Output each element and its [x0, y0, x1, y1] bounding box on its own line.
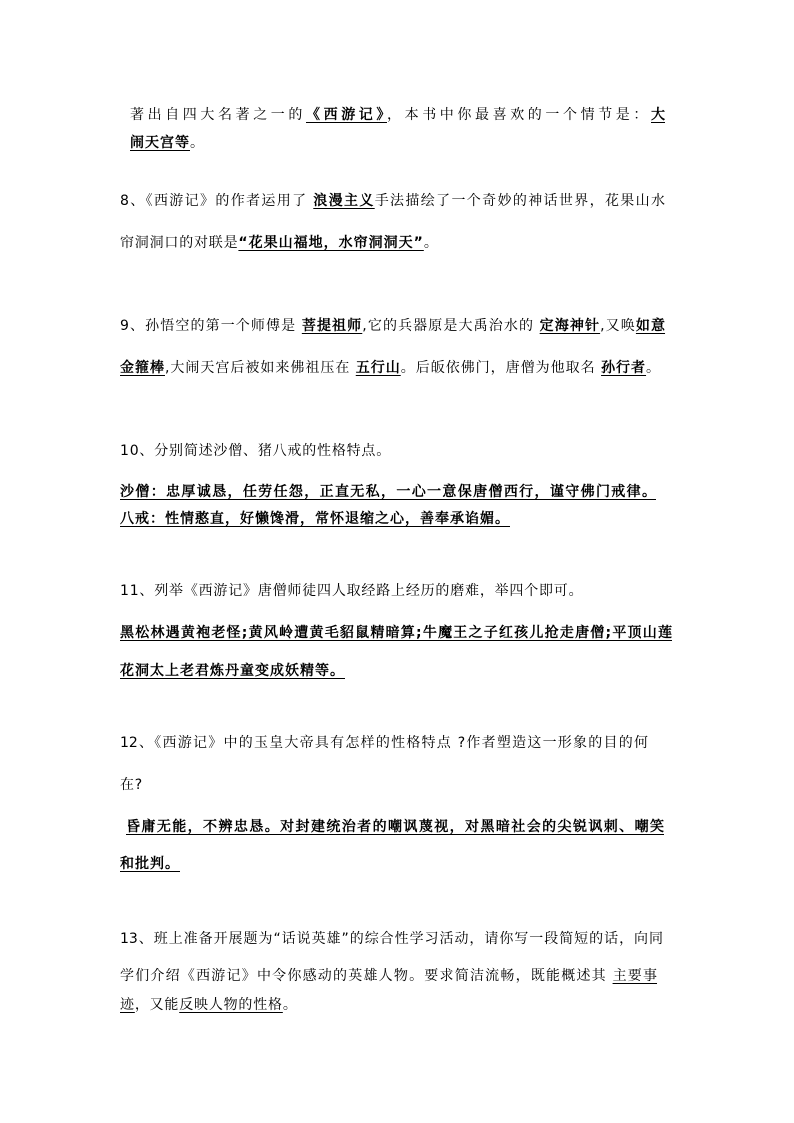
q11-answer-line-2 — [120, 660, 345, 682]
q8-text-pre: 8、《西游记》的作者运用了 — [120, 193, 314, 209]
q10-question: 10、分别简述沙僧、猪八戒的性格特点。 — [120, 443, 392, 459]
q13-line-3 — [120, 994, 298, 1016]
q7-answer-book: 《西游记》 — [306, 107, 387, 123]
q9-answer-weapon-origin: 定海神针 — [539, 318, 601, 334]
q12-question-line-2: 在? — [120, 777, 144, 793]
q11-answer-text-2: 花洞太上老君炼丹童变成妖精等。 — [120, 663, 345, 679]
q12-answer-text-1: 昏庸无能，不辨忠恳。对封建统治者的嘲讽蔑视，对黑暗社会的尖锐讽刺、嘲笑 — [126, 819, 664, 835]
q9-answer-weapon-name-end: 金箍棒 — [120, 360, 165, 376]
q12-answer-line-2 — [120, 853, 180, 875]
q13-line-2 — [120, 965, 657, 987]
q7-answer-plot-end: 闹天宫等 — [130, 135, 190, 151]
q10-answer-ba-jie: 八戒：性情憨直，好懒馋滑，常怀退缩之心，善奉承谄媚。 — [120, 511, 510, 527]
q11-answer-text-1: 黑松林遇黄袍老怪;黄风岭遭黄毛貂鼠精暗算;牛魔王之子红孩儿抢走唐僧;平顶山莲 — [120, 625, 672, 641]
q10-answer-line-1 — [120, 481, 656, 503]
q9-line-1 — [120, 315, 665, 337]
q9-answer-given-name: 孙行者 — [601, 360, 647, 376]
q13-keyword-character: 反映人物的性格 — [179, 997, 283, 1013]
q13-text-2-pre: 学们介绍《西游记》中令你感动的英雄人物。要求简洁流畅，既能概述其 — [120, 968, 613, 984]
q9-text-pre: 9、孙悟空的第一个师傅是 — [120, 318, 302, 334]
q7-line-1 — [130, 104, 665, 126]
q11-question: 11、列举《西游记》唐僧师徒四人取经路上经历的磨难，举四个即可。 — [120, 583, 584, 599]
q13-keyword-main-deeds-end: 迹 — [120, 997, 135, 1013]
q13-keyword-main-deeds-start: 主要事 — [612, 968, 658, 984]
q12-answer-text-2: 和批判。 — [120, 856, 180, 872]
q12-question-text-1: 12、《西游记》中的玉皇大帝具有怎样的性格特点 ?作者塑造这一形象的目的何 — [120, 735, 648, 751]
q13-text-3-post: 。 — [282, 997, 298, 1013]
q8-line-2 — [120, 232, 439, 254]
q8-line-1 — [120, 190, 665, 212]
q13-text-1: 13、班上准备开展题为“话说英雄”的综合性学习活动，请你写一段简短的话，向同 — [120, 931, 663, 947]
q9-text-mid-1: ,它的兵器原是大禹治水的 — [362, 318, 540, 334]
q13-text-3-mid: ，又能 — [134, 997, 180, 1013]
q9-text-mid-4: 。后皈依佛门，唐僧为他取名 — [400, 360, 602, 376]
q12-answer-line-1 — [126, 816, 664, 838]
q13-line-1 — [120, 928, 663, 950]
q7-line-2 — [130, 132, 205, 154]
q8-text-couplet-pre: 帘洞洞口的对联是 — [120, 235, 239, 251]
q7-text-pre: 著出自四大名著之一的 — [130, 107, 306, 123]
q9-answer-mountain: 五行山 — [355, 360, 401, 376]
q9-line-2 — [120, 357, 660, 379]
q9-answer-master: 菩提祖师 — [301, 318, 363, 334]
q10-answer-line-2 — [120, 508, 510, 530]
q9-text-post: 。 — [646, 360, 661, 376]
q9-answer-weapon-name-start: 如意 — [635, 318, 666, 334]
q9-text-mid-2: ,又唤 — [600, 318, 636, 334]
q9-text-mid-3: ,大闹天宫后被如来佛祖压在 — [164, 360, 356, 376]
q8-text-couplet-post: 。 — [423, 235, 439, 251]
q7-answer-plot-start: 大 — [651, 107, 665, 123]
q12-question-line-1 — [120, 732, 648, 754]
q11-answer-line-1 — [120, 622, 672, 644]
q8-answer-technique: 浪漫主义 — [313, 193, 375, 209]
q8-text-post: 手法描绘了一个奇妙的神话世界，花果山水 — [374, 193, 666, 209]
q7-text-mid: ，本书中你最喜欢的一个情节是： — [387, 107, 651, 123]
q8-answer-couplet: “花果山福地，水帘洞洞天” — [238, 235, 424, 251]
q10-answer-sha-seng: 沙僧：忠厚诚恳，任劳任怨，正直无私，一心一意保唐僧西行，谨守佛门戒律。 — [120, 484, 656, 500]
q7-text-post: 。 — [190, 135, 205, 151]
